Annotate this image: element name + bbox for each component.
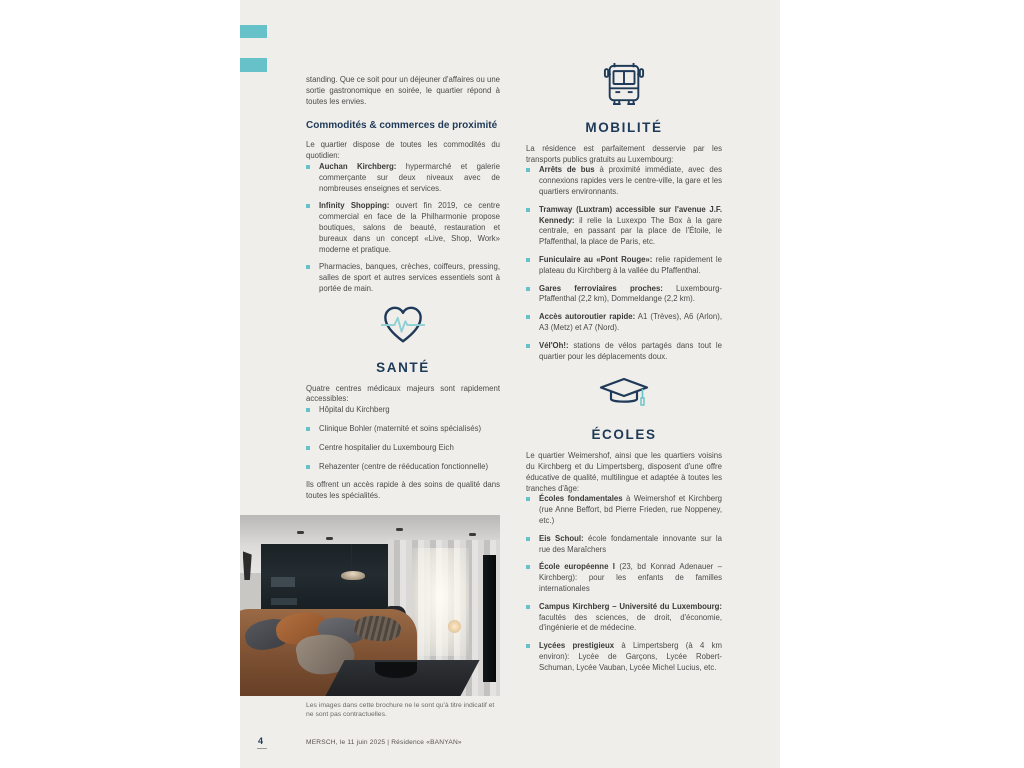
list-item	[526, 284, 722, 306]
list-item	[306, 405, 500, 416]
bullet-square-icon	[526, 287, 530, 291]
list-item	[526, 312, 722, 334]
list-item	[526, 641, 722, 673]
commodites-lead: Le quartier dispose de toutes les commodités du quotidien:	[306, 140, 500, 161]
page-number: 4	[258, 736, 264, 746]
mobilite-lead: La résidence est parfaitement desservie par les transports publics gratuits au Luxembourg:	[526, 143, 722, 164]
ceiling-light	[326, 537, 333, 540]
bullet-square-icon	[306, 265, 310, 269]
list-item	[306, 162, 500, 194]
bullet-square-icon	[306, 427, 310, 431]
list-item	[526, 165, 722, 197]
list-item-text: Clinique Bohler (maternité et soins spécialisés)	[319, 423, 482, 433]
list-item-text: Hôpital du Kirchberg	[319, 405, 390, 415]
list-item-text: Pharmacies, banques, crèches, coiffeurs, pressing, salles de sport et autres services essentiels sont à portée de main.	[319, 262, 500, 293]
bullet-square-icon	[526, 537, 530, 541]
list-item-text: à Weimershof et Kirchberg (rue Anne Beffort, bd Pierre Frieden, rue Noppeney, etc.)	[539, 494, 723, 525]
ceiling-light	[297, 531, 304, 534]
list-item-text: ouvert fin 2019, ce centre commercial en face de la Philharmonie propose boutiques, salons de beauté, restauration et bureaux dans un concept «Live, Shop, Work» moderne et pratique.	[319, 201, 500, 254]
list-item-text: stations de vélos partagés dans tout le quartier pour les déplacements doux.	[539, 340, 722, 361]
list-item-text: il relie la Luxexpo The Box à la gare centrale, en passant par la place de l'Étoile, le Pfaffenthal, la place de Paris, etc.	[539, 215, 722, 247]
sante-list	[306, 405, 500, 472]
photo-pendant-lamp	[341, 571, 364, 580]
list-item	[306, 424, 500, 435]
bullet-square-icon	[306, 165, 310, 169]
bullet-square-icon	[526, 565, 530, 569]
list-item-text: à proximité immédiate, avec des connexions rapides vers le centre-ville, la gare et les quartiers environnants.	[539, 165, 722, 196]
commodites-list	[306, 162, 500, 295]
list-item	[526, 341, 722, 363]
photo-window-light	[412, 548, 469, 657]
bullet-square-icon	[306, 446, 310, 450]
intro-paragraph: standing. Que ce soit pour un déjeuner d'affaires ou une sortie gastronomique en soirée, le quartier répond à toutes les envies.	[306, 75, 500, 106]
heart-pulse-icon	[381, 340, 425, 349]
right-column	[526, 61, 722, 680]
ceiling-light	[396, 528, 403, 531]
list-item	[306, 262, 500, 294]
teal-accent-rect	[240, 58, 267, 72]
list-item-bold: Vél'Oh!:	[539, 340, 569, 350]
list-item-bold: Écoles fondamentales	[539, 494, 623, 504]
commodites-heading: Commodités & commerces de proximité	[306, 120, 498, 132]
list-item-text: relie rapidement le plateau du Kirchberg à la vallée du Pfaffenthal.	[539, 254, 722, 275]
left-column	[306, 75, 500, 502]
bus-icon	[603, 100, 645, 109]
mobilite-icon-block	[526, 61, 722, 111]
photo-table-lamp	[448, 620, 461, 633]
ecoles-heading: ÉCOLES	[591, 427, 657, 443]
list-item	[306, 443, 500, 454]
bullet-square-icon	[526, 644, 530, 648]
photo-pendant-wire	[351, 544, 352, 573]
bullet-square-icon	[526, 208, 530, 212]
list-item-text: Centre hospitalier du Luxembourg Eich	[319, 442, 454, 452]
interior-photo	[240, 515, 500, 696]
list-item-text: Rehazenter (centre de rééducation fonctionnelle)	[319, 461, 489, 471]
sante-outro: Ils offrent un accès rapide à des soins de qualité dans toutes les spécialités.	[306, 480, 500, 501]
page-number-rule	[257, 748, 267, 749]
list-item-text: A1 (Trèves), A6 (Arlon), A3 (Metz) et A7 (Nord).	[539, 312, 722, 332]
list-item-bold: Auchan Kirchberg:	[319, 161, 397, 171]
list-item-bold: École européenne I	[539, 562, 615, 572]
list-item-text: (23, bd Konrad Adenauer – Kirchberg): pour les enfants de familles internationales	[539, 562, 722, 593]
photo-floor-lamp	[243, 551, 252, 580]
photo-appliance	[271, 577, 294, 588]
list-item	[526, 562, 722, 594]
sante-heading: SANTÉ	[376, 359, 430, 375]
mobilite-list	[526, 165, 722, 362]
ecoles-list	[526, 494, 722, 673]
teal-accent-rect	[240, 25, 267, 38]
photo-caption: Les images dans cette brochure ne le sont qu'à titre indicatif et ne sont pas contractuelles.	[306, 702, 495, 718]
bullet-square-icon	[306, 204, 310, 208]
photo-bowl	[375, 662, 417, 678]
footer-text: MERSCH, le 11 juin 2025 | Résidence «BANYAN»	[306, 739, 462, 746]
list-item	[526, 602, 722, 634]
sante-lead: Quatre centres médicaux majeurs sont rapidement accessibles:	[306, 383, 500, 404]
list-item	[526, 534, 722, 556]
document-page	[240, 0, 780, 768]
bullet-square-icon	[526, 168, 530, 172]
graduation-cap-icon	[598, 407, 650, 416]
list-item-text: à Limpertsberg (à 4 km environ): Lycée de Garçons, Lycée Robert-Schuman, Lycée Vauban, Lycée Michel Lucius, etc.	[539, 641, 722, 672]
list-item-bold: Eis Schoul:	[539, 533, 584, 543]
list-item-text: hypermarché et galerie commerçante sur deux niveaux avec de nombreuses enseignes et services.	[319, 161, 500, 193]
ecoles-lead: Le quartier Weimershof, ainsi que les quartiers voisins du Kirchberg et du Limpertsberg, disposent d'une offre éducative de qualité, multilingue et adaptée à toutes les tranches d'âge:	[526, 451, 722, 493]
bullet-square-icon	[306, 408, 310, 412]
list-item	[306, 462, 500, 473]
ceiling-light	[469, 533, 476, 536]
list-item-bold: Lycées prestigieux	[539, 641, 615, 651]
photo-appliance	[271, 598, 297, 605]
bullet-square-icon	[526, 605, 530, 609]
sante-icon-block	[306, 305, 500, 351]
bullet-square-icon	[526, 344, 530, 348]
list-item-text: facultés des sciences, de droit, d'économie, d'ingénierie et de médecine.	[539, 612, 722, 633]
list-item-bold: Campus Kirchberg – Université du Luxembourg:	[539, 601, 722, 611]
list-item-bold: Funiculaire au «Pont Rouge»:	[539, 254, 653, 264]
bullet-square-icon	[526, 497, 530, 501]
bullet-square-icon	[526, 258, 530, 262]
list-item-bold: Arrêts de bus	[539, 165, 595, 175]
list-item-bold: Accès autoroutier rapide:	[539, 312, 636, 322]
list-item	[526, 494, 722, 526]
list-item-bold: Tramway (Luxtram) accessible sur l'avenue J.F. Kennedy:	[539, 204, 722, 225]
list-item-text: école fondamentale innovante sur la rue des Maraîchers	[539, 533, 722, 554]
list-item-text: Luxembourg-Pfaffenthal (2,2 km), Dommeldange (2,2 km).	[539, 283, 722, 304]
bullet-square-icon	[526, 315, 530, 319]
list-item-bold: Gares ferroviaires proches:	[539, 283, 663, 293]
list-item	[526, 255, 722, 277]
list-item-bold: Infinity Shopping:	[319, 201, 390, 211]
ecoles-icon-block	[526, 376, 722, 418]
list-item	[306, 201, 500, 255]
photo-tv	[483, 555, 496, 682]
mobilite-heading: MOBILITÉ	[585, 119, 663, 135]
bullet-square-icon	[306, 465, 310, 469]
list-item	[526, 205, 722, 248]
